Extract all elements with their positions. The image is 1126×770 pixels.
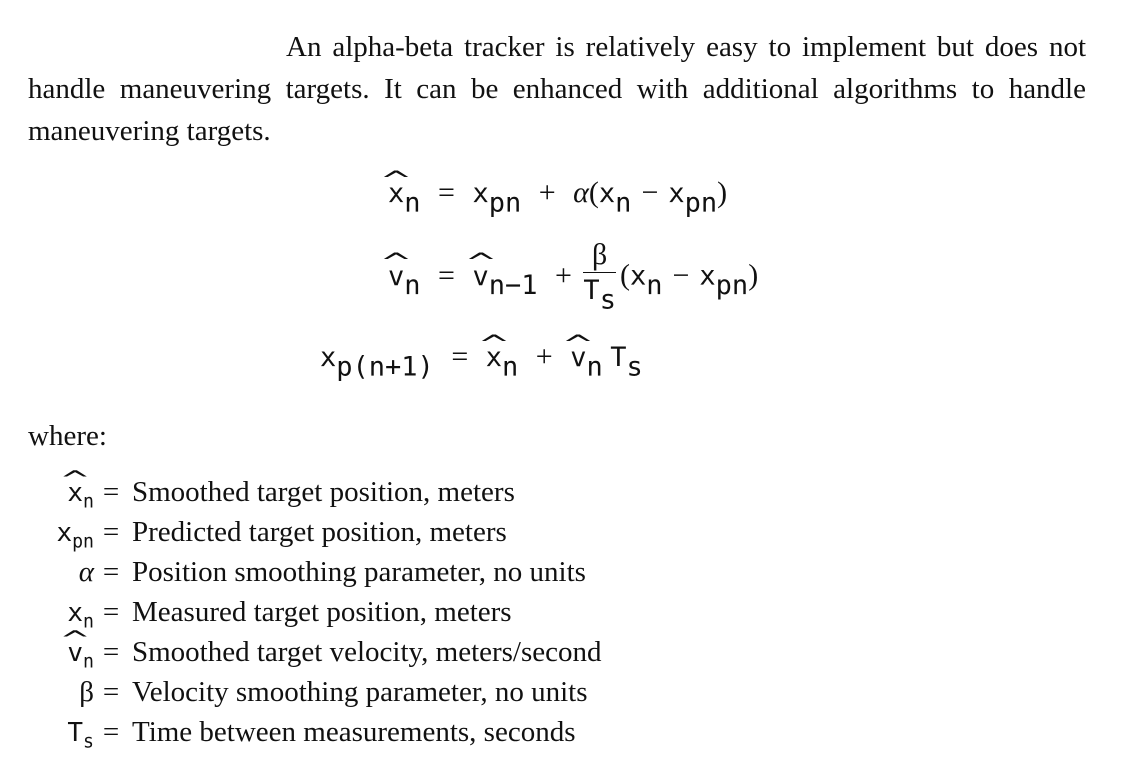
where-label: where: xyxy=(28,420,107,452)
definition-text: Position smoothing parameter, no units xyxy=(132,556,586,588)
symbol: ^ $x_n$ xyxy=(20,478,94,512)
beta-over-ts-fraction: $\frac{\beta}{T_s}$ xyxy=(583,238,616,316)
definition-text: Smoothed target velocity, meters/second xyxy=(132,636,602,668)
definition-row: $x_{pn}$ = Predicted target position, meters xyxy=(20,516,602,556)
definition-text: Predicted target position, meters xyxy=(132,516,507,548)
definition-text: Velocity smoothing parameter, no units xyxy=(132,676,588,708)
definition-text: Time between measurements, seconds xyxy=(132,716,576,748)
equation-smoothed-velocity: ^ $v_n$ = ^ $v_{n-1}$ + $\frac{\beta}{T_s}$ $(x_n - x_{pn})$ xyxy=(388,238,758,317)
symbol: $x_{pn}$ xyxy=(56,518,94,553)
equation-smoothed-position: ^ $x_n = x_{pn} + \alpha(x_n - x_{pn})$ xyxy=(388,176,727,218)
equation-predicted-position: $x_{p(n+1)}$ = ^ $x_n$ + ^ $v_n$ $T_s$ xyxy=(320,340,643,382)
symbol: β xyxy=(79,676,94,708)
symbol: $T_s$ xyxy=(67,718,94,753)
definition-row: $x_n$ = Measured target position, meters xyxy=(20,596,602,636)
symbol: ^ $v_n$ xyxy=(20,638,94,672)
symbol: $x_n$ xyxy=(67,598,94,633)
intro-paragraph: An alpha-beta tracker is relatively easy to implement but does not handle maneuvering targets. It can be enhanced with additional algorithms to handle maneuvering targets. xyxy=(28,31,1086,147)
definition-row: ^ $v_n$ = Smoothed target velocity, meters/second xyxy=(20,636,602,676)
definition-row: ^ $x_n$ = Smoothed target position, meters xyxy=(20,476,602,516)
symbol-definition-list xyxy=(20,476,602,756)
definition-text: Measured target position, meters xyxy=(132,596,512,628)
symbol: α xyxy=(78,556,94,588)
definition-row: α = Position smoothing parameter, no units xyxy=(20,556,602,596)
definition-row: $T_s$ = Time between measurements, seconds xyxy=(20,716,602,756)
definition-row: β = Velocity smoothing parameter, no units xyxy=(20,676,602,716)
definition-text: Smoothed target position, meters xyxy=(132,476,515,508)
